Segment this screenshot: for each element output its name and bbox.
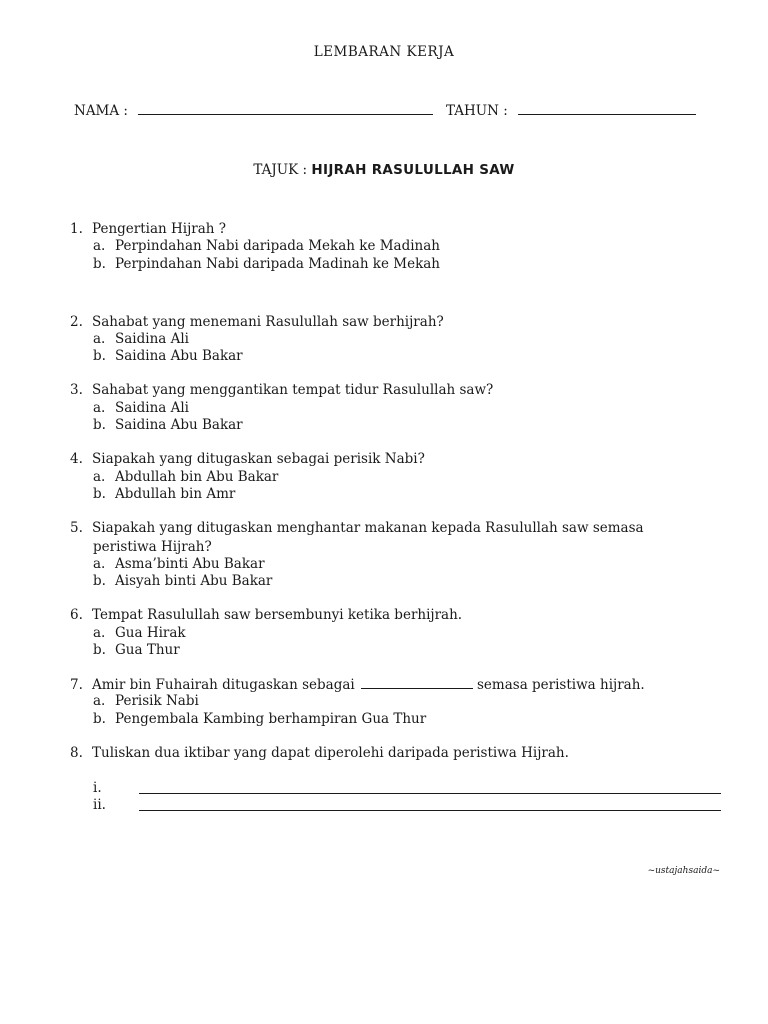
option-letter: b. <box>93 486 106 502</box>
question-number: 3. <box>70 382 83 398</box>
question-1-option-b[interactable] <box>93 256 440 272</box>
question-3 <box>70 382 493 398</box>
name-label: NAMA : <box>74 103 128 119</box>
year-label: TAHUN : <box>446 103 508 119</box>
option-letter: b. <box>93 573 106 589</box>
option-letter: b. <box>93 348 106 364</box>
option-letter: a. <box>93 238 106 254</box>
question-text: Tempat Rasulullah saw bersembunyi ketika berhijrah. <box>92 607 463 623</box>
question-2-option-a[interactable] <box>93 331 189 347</box>
topic-label: TAJUK : <box>253 162 308 178</box>
question-text-after-blank: semasa peristiwa hijrah. <box>477 677 645 693</box>
option-letter: b. <box>93 417 106 433</box>
option-text: Saidina Abu Bakar <box>115 348 243 364</box>
option-letter: a. <box>93 693 106 709</box>
answer-label-i: i. <box>93 780 102 796</box>
option-text: Saidina Ali <box>115 400 189 416</box>
year-blank-line[interactable] <box>518 102 696 115</box>
option-text: Asma’binti Abu Bakar <box>115 556 265 572</box>
question-text-before-blank: Amir bin Fuhairah ditugaskan sebagai <box>92 677 355 693</box>
question-number: 5. <box>70 520 83 536</box>
year-field[interactable] <box>446 102 696 119</box>
question-text: Pengertian Hijrah ? <box>92 221 227 237</box>
option-text: Gua Thur <box>115 642 180 658</box>
question-5 <box>70 520 644 536</box>
topic-value: HIJRAH RASULULLAH SAW <box>311 162 515 178</box>
author-signature: ~ustajahsaida~ <box>647 866 720 876</box>
question-number: 6. <box>70 607 83 623</box>
option-text: Gua Hirak <box>115 625 186 641</box>
question-6-option-b[interactable] <box>93 642 180 658</box>
option-letter: b. <box>93 256 106 272</box>
question-text: Sahabat yang menggantikan tempat tidur Rasulullah saw? <box>92 382 494 398</box>
topic-heading <box>0 162 768 178</box>
option-text: Perpindahan Nabi daripada Madinah ke Mekah <box>115 256 440 272</box>
option-text: Perpindahan Nabi daripada Mekah ke Madinah <box>115 238 440 254</box>
question-text: Sahabat yang menemani Rasulullah saw berhijrah? <box>92 314 444 330</box>
question-6 <box>70 607 462 623</box>
question-text: Tuliskan dua iktibar yang dapat diperolehi daripada peristiwa Hijrah. <box>92 745 569 761</box>
question-7-option-b[interactable] <box>93 711 426 727</box>
option-letter: a. <box>93 400 106 416</box>
answer-line-ii[interactable] <box>139 810 721 811</box>
option-letter: a. <box>93 469 106 485</box>
option-text: Abdullah bin Amr <box>115 486 236 502</box>
option-text: Saidina Ali <box>115 331 189 347</box>
option-text: Abdullah bin Abu Bakar <box>115 469 279 485</box>
question-4-option-a[interactable] <box>93 469 278 485</box>
question-4 <box>70 451 425 467</box>
worksheet-title: LEMBARAN KERJA <box>313 44 455 60</box>
question-7-option-a[interactable] <box>93 693 199 709</box>
question-1 <box>70 221 226 237</box>
question-1-option-a[interactable] <box>93 238 440 254</box>
option-letter: a. <box>93 331 106 347</box>
question-number: 1. <box>70 221 83 237</box>
question-6-option-a[interactable] <box>93 625 186 641</box>
question-2 <box>70 314 444 330</box>
option-text: Saidina Abu Bakar <box>115 417 243 433</box>
answer-line-i[interactable] <box>139 793 721 794</box>
question-3-option-b[interactable] <box>93 417 243 433</box>
option-text: Perisik Nabi <box>115 693 199 709</box>
name-blank-line[interactable] <box>138 102 433 115</box>
question-number: 7. <box>70 677 83 693</box>
question-2-option-b[interactable] <box>93 348 243 364</box>
question-8 <box>70 745 569 761</box>
question-3-option-a[interactable] <box>93 400 189 416</box>
question-text: Siapakah yang ditugaskan sebagai perisik Nabi? <box>92 451 425 467</box>
option-letter: a. <box>93 556 106 572</box>
name-field[interactable] <box>74 102 433 119</box>
option-letter: b. <box>93 642 106 658</box>
question-4-option-b[interactable] <box>93 486 235 502</box>
option-letter: b. <box>93 711 106 727</box>
option-text: Pengembala Kambing berhampiran Gua Thur <box>115 711 427 727</box>
question-number: 8. <box>70 745 83 761</box>
option-text: Aisyah binti Abu Bakar <box>115 573 273 589</box>
option-letter: a. <box>93 625 106 641</box>
answer-label-ii: ii. <box>93 797 106 813</box>
question-number: 2. <box>70 314 83 330</box>
fill-in-blank[interactable] <box>361 676 473 689</box>
question-7 <box>70 676 645 693</box>
question-5-option-a[interactable] <box>93 556 265 572</box>
question-5-continuation: peristiwa Hijrah? <box>93 539 212 555</box>
question-text: Siapakah yang ditugaskan menghantar makanan kepada Rasulullah saw semasa <box>92 520 644 536</box>
question-number: 4. <box>70 451 83 467</box>
question-5-option-b[interactable] <box>93 573 272 589</box>
